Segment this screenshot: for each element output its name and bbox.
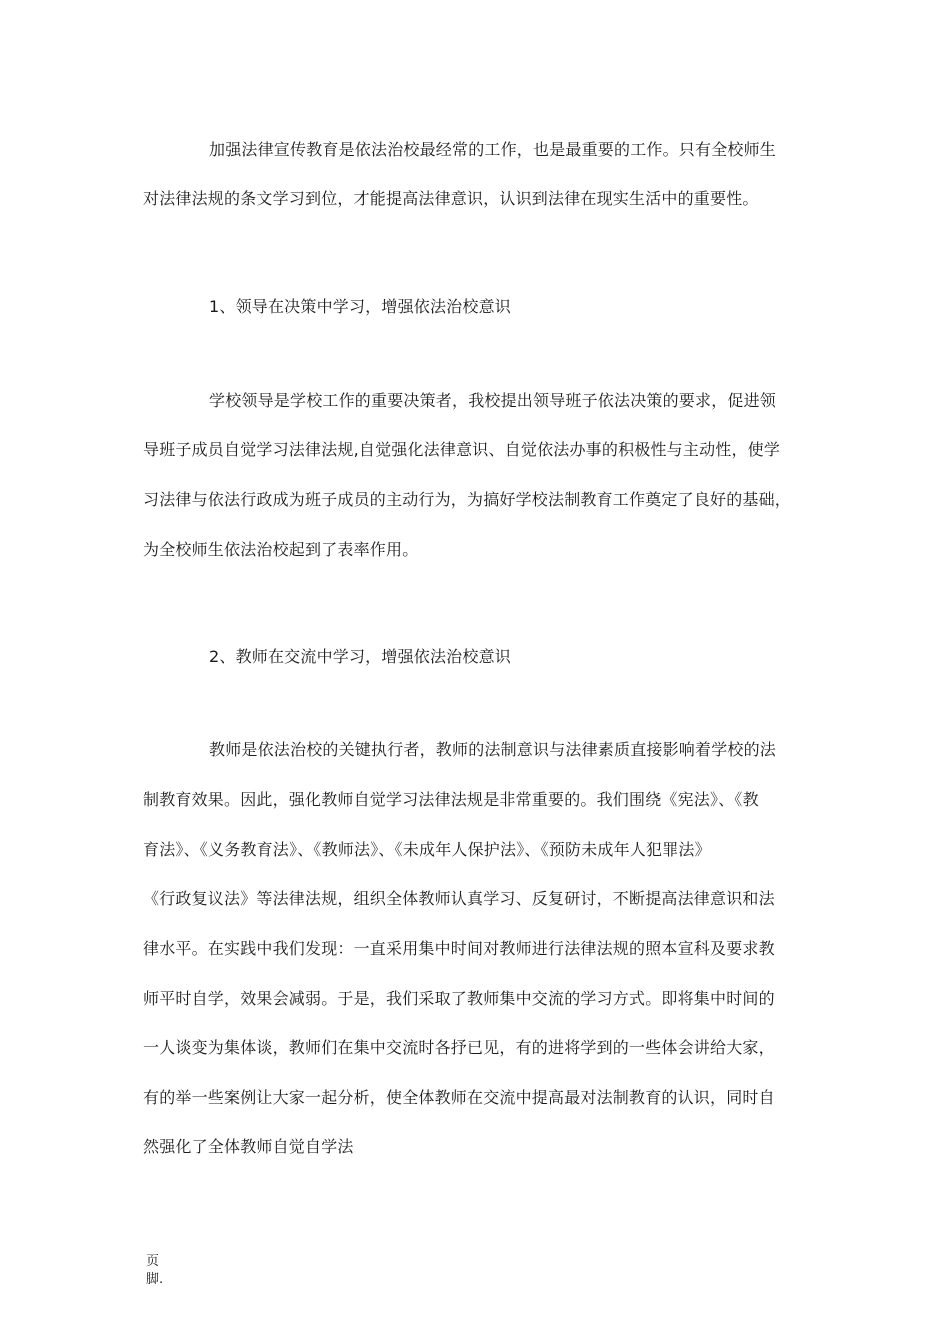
paragraph-line: 习法律与依法行政成为班子成员的主动行为，为搞好学校法制教育工作奠定了良好的基础， (143, 490, 792, 509)
paragraph-line: 学校领导是学校工作的重要决策者，我校提出领导班子依法决策的要求，促进领 (209, 391, 777, 410)
paragraph-line: 师平时自学，效果会减弱。于是，我们采取了教师集中交流的学习方式。即将集中时间的 (143, 989, 775, 1008)
paragraph-line: 对法律法规的条文学习到位，才能提高法律意识，认识到法律在现实生活中的重要性。 (143, 189, 759, 208)
section-heading-1: 1、领导在决策中学习，增强依法治校意识 (209, 297, 511, 316)
paragraph-line: 然强化了全体教师自觉自学法 (143, 1137, 354, 1156)
paragraph-line: 律水平。在实践中我们发现：一直采用集中时间对教师进行法律法规的照本宣科及要求教 (143, 939, 775, 958)
paragraph-line: 制教育效果。因此，强化教师自觉学习法律法规是非常重要的。我们围绕《宪法》、《教 (143, 790, 759, 809)
paragraph-line: 《行政复议法》等法律法规，组织全体教师认真学习、反复研讨，不断提高法律意识和法 (143, 889, 775, 908)
paragraph-line: 有的举一些案例让大家一起分析，使全体教师在交流中提高最对法制教育的认识，同时自 (143, 1088, 775, 1107)
section-heading-2: 2、教师在交流中学习，增强依法治校意识 (209, 647, 511, 666)
footer-line-1: 页 (146, 1254, 160, 1269)
paragraph-line: 加强法律宣传教育是依法治校最经常的工作，也是最重要的工作。只有全校师生 (209, 140, 777, 159)
paragraph-line: 一人谈变为集体谈，教师们在集中交流时各抒已见，有的进将学到的一些体会讲给大家， (143, 1038, 775, 1057)
footer-line-2: 脚. (146, 1272, 164, 1287)
paragraph-line: 为全校师生依法治校起到了表率作用。 (143, 540, 419, 559)
paragraph-line: 育法》、《义务教育法》、《教师法》、《未成年人保护法》、《预防未成年人犯罪法》 (143, 840, 711, 859)
paragraph-line: 教师是依法治校的关键执行者，教师的法制意识与法律素质直接影响着学校的法 (209, 740, 777, 759)
paragraph-line: 导班子成员自觉学习法律法规,自觉强化法律意识、自觉依法办事的积极性与主动性，使学 (143, 440, 781, 459)
